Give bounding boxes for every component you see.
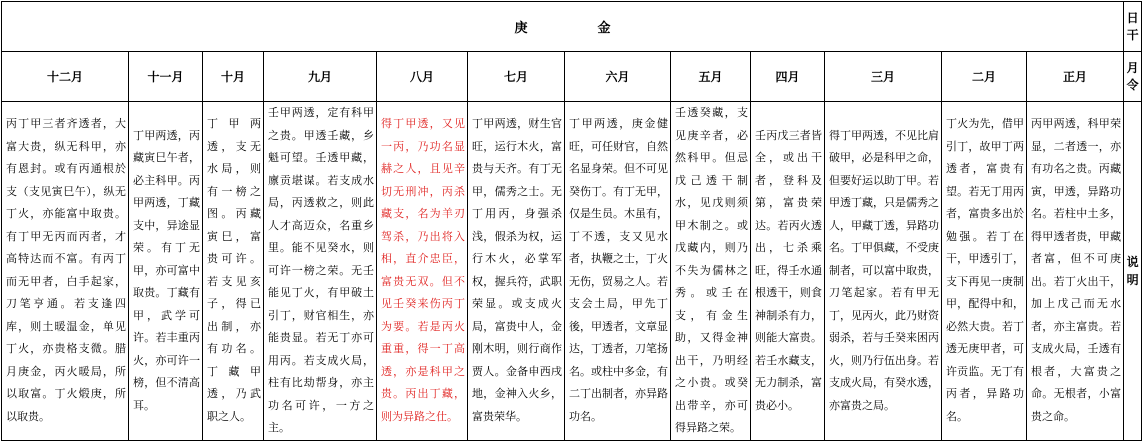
month-header: 正月 [1027, 52, 1124, 102]
table-title [2, 2, 1124, 52]
month-explanation: 得丁甲透，又见一丙，乃功名显赫之人，且见辛切无刑冲，丙杀藏支，名为羊刃驾杀，乃出将入相，直介忠臣，富贵无双。但不见壬癸来伤丙丁为要。若是丙火重重，得一丁高透，亦是科甲之贵。丙出丁藏，则为异路之仕。 [377, 102, 468, 441]
side-label-month-order: 月令 [1124, 52, 1142, 102]
month-header: 三月 [825, 52, 942, 102]
month-explanation: 得丁甲两透，不见比肩破甲，必是科甲之命，但要好运以助丁甲。若甲透丁藏，只是儒秀之人，甲藏丁透，异路功名。丁甲俱藏，不受庚制者，可以富中取贵，刀笔起家。若有甲无丁，见丙火，此乃财资弱杀，若与壬癸来困丙火，则乃行伍出身。若支成火局，有癸水透，亦富贵之局。 [825, 102, 942, 441]
title-char-geng: 庚 [514, 21, 528, 36]
month-header-row [2, 52, 1142, 102]
month-explanation: 丁火为先，借甲引丁，故甲丁两透者，富贵有望。若无丁用丙者，富贵多出於勉强。若丁在干，甲透引丁，支下再见一庚制甲，配得中和，必然大贵。若丁透无庚甲者，可许贡监。无丁有丙者，异路功名。 [942, 102, 1027, 441]
month-header: 四月 [751, 52, 825, 102]
month-header: 七月 [468, 52, 565, 102]
month-header: 五月 [671, 52, 751, 102]
side-label-day-stem: 日干 [1124, 2, 1142, 52]
month-header: 十二月 [2, 52, 129, 102]
month-header: 九月 [264, 52, 377, 102]
month-header: 十一月 [129, 52, 203, 102]
month-explanation: 丙丁甲三者齐透者，大富大贵，纵无科甲，亦有恩封。或有丙通根於支（支见寅巳午），纵无丁火，亦能富中取贵。有丁甲无丙而丙者，才高特达而不富。有丙丁而无甲者，白手起家，刀笔亨通。若支逢四库，则土暖温金，单见丁火，亦贵格支微。腊月庚金，丙火暖局，所以取富。丁火煅庚，所以取贵。 [2, 102, 129, 441]
month-explanation: 丙甲两透，科甲荣显，二者透一，亦有功名之贵。丙藏寅，甲透，异路功名。若柱中土多，得甲透者贵，甲藏者富，但不可庚出。若丁火出干，加上戊己而无水者，亦主富贵。若支成火局，壬透有根者，大富贵之命。无根者，小富贵之命。 [1027, 102, 1124, 441]
month-explanation: 丁甲两透，丙藏寅巳午者，必主科甲。丙甲两透，丁藏支中，异途显荣。有丁无甲，亦可富中取贵。丁藏有甲，武学可许。若丰重丙火，亦可许一榜，但不清高耳。 [129, 102, 203, 441]
explanation-row [2, 102, 1142, 441]
month-explanation: 壬透癸藏，支见庚辛者，必然科甲。但忌戊己透干制水，见戊则须甲木制之。或戊藏内，则乃不失为儒林之秀。或壬在支，有金生助，又得金神出干，乃明经之小贵。或癸出带辛，亦可得异路之荣。 [671, 102, 751, 441]
geng-metal-table [1, 1, 1142, 441]
month-header: 十月 [203, 52, 264, 102]
title-char-jin: 金 [597, 21, 611, 36]
month-explanation: 丁甲两透，庚金健旺，可任财官，自然名显身荣。但不可见癸伤丁。有丁无甲，仅是生员。木虽有，丁不透，支又见水者，执鞭之士，丁火无伤，贸易之人。若支会土局，甲先丁後，甲透者，文章显达，丁透者，刀笔扬名。或柱中多金，有二丁出制者，亦异路功名。 [565, 102, 671, 441]
month-explanation: 壬甲两透，定有科甲之贵。甲透壬藏，乡魁可望。壬透甲藏，廪贡堪谋。若支成水局，丙透救之，则此人才高迈众，名重乡里。能不见癸水，则可许一榜之荣。无壬能见丁火，有甲破土引丁，财官相生，亦能贵显。若无丁亦可用丙。若支成火局，柱有比劫帮身，亦主功名可许，一方之主。 [264, 102, 377, 441]
month-explanation: 丁甲两透，支无水局，则有一榜之图。丙藏寅巳，富贵可许。若支见亥子，得已出制，亦有功名。丁藏甲透，乃武职之人。 [203, 102, 264, 441]
month-header: 八月 [377, 52, 468, 102]
month-header: 二月 [942, 52, 1027, 102]
month-header: 六月 [565, 52, 671, 102]
side-label-explanation: 说明 [1124, 102, 1142, 441]
month-explanation: 壬丙戊三者皆全，或出干者，登科及第，富贵荣达。若丙火透出，七杀乘旺，得壬水通根透干，则食神制杀有力，则能大富贵。若壬水藏支，无力制杀，富贵必小。 [751, 102, 825, 441]
month-explanation: 丁甲两透，财生官旺，运行木火，富贵与天齐。有丁无甲，儒秀之士。无丁用丙，身强杀浅，假杀为权，运行木火，必掌军权，握兵符，武职荣显。或支成火局，富贵中人，金刚木明，则行商作贾人。金备申西戌地，金神入火乡，富贵荣华。 [468, 102, 565, 441]
